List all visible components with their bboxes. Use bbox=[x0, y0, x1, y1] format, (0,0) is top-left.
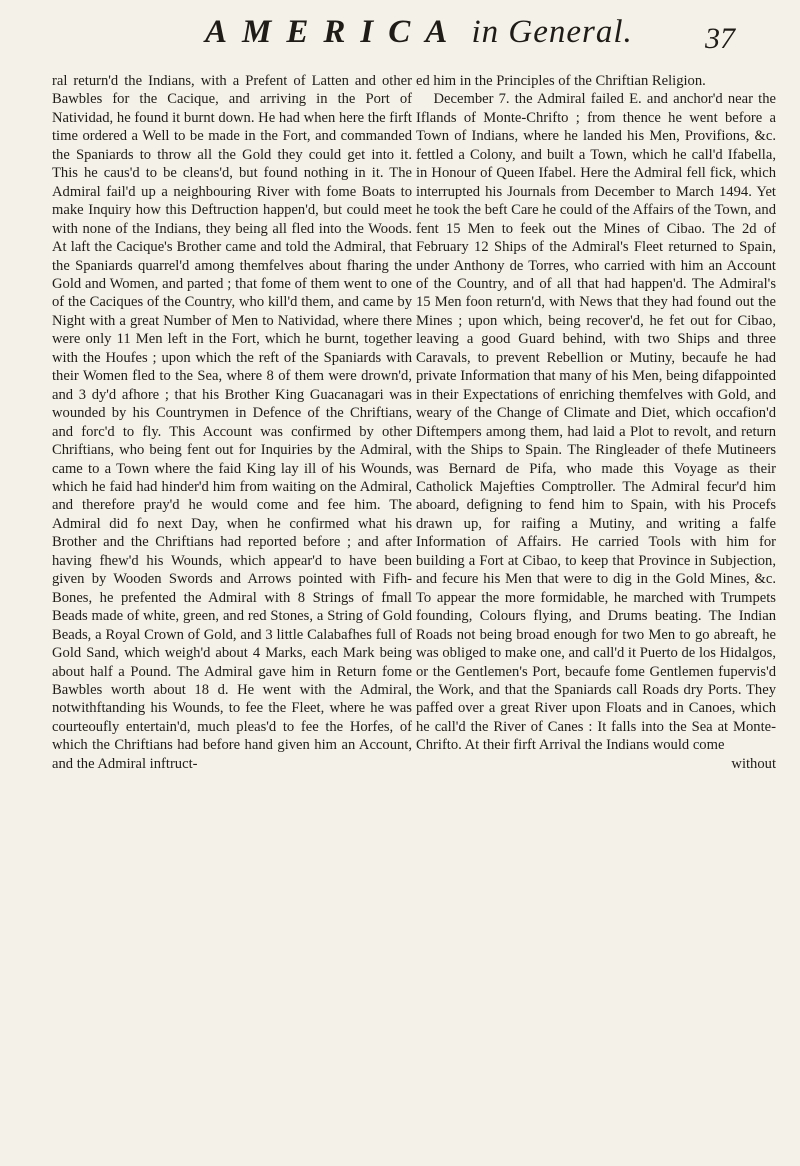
page-header bbox=[0, 12, 800, 68]
running-title bbox=[205, 14, 633, 51]
right-paragraph-2: December 7. the Admiral failed E. and anchor'd near the Iflands of Monte-Chrifto ; from thence he went before a Town of Indians, where he landed his Men, Provifions, &c. fettled a Colony, and built a Town, which he call'd Ifabella, in Honour of Queen Ifabel. Here the Admiral fell fick, which interrupted his Journals from December to March 1494. Yet he took the beft Care he could of the Affairs of the Town, and fent 15 Men to feek out the Mines of Cibao. The 2d of February 12 Ships of the Admiral's Fleet returned to Spain, under Anthony de Torres, who carried with him an Account of the Country, and of all that had happen'd. The Admiral's 15 Men foon return'd, with News that they had found out the Mines ; upon which, being recover'd, he fet out for Cibao, leaving a good Guard behind, with two Ships and three Caravals, to prevent Rebellion or Mutiny, becaufe he had private Information that many of his Men, being difappointed in their Expectations of enriching themfelves with Gold, and weary of the Change of Climate and Diet, which occafion'd Diftempers among them, had laid a Plot to revolt, and return with the Ships to Spain. The Ringleader of thefe Mutineers was Bernard de Pifa, who made this Voyage as their Catholick Majefties Comptroller. The Admiral fecur'd him aboard, defigning to fend him to Spain, with his Procefs drawn up, for raifing a Mutiny, and writing a falfe Information of Affairs. He carried Tools with him for building a Fort at Cibao, to keep that Province in Subjection, and fecure his Men that were to dig in the Gold Mines, &c. To appear the more formidable, he marched with Trumpets founding, Colours flying, and Drums beating. The Indian Roads not being broad enough for two Men to go abreaft, he was obliged to make one, and call'd it Puerto de los Hidalgos, or the Gentlemen's Port, becaufe fome Gentlemen fupervis'd the Work, and that the Spaniards call Roads dry Ports. They paffed over a great River upon Floats and in Canoes, which he call'd the River of Canes : It falls into the Sea at Monte-Chrifto. At their firft Arrival the Indians would come bbox=[416, 91, 776, 754]
left-column bbox=[52, 72, 412, 773]
right-paragraph-1: ed him in the Principles of the Chriftian Religion. bbox=[416, 73, 706, 89]
right-column bbox=[416, 72, 776, 773]
left-paragraph-1: ral return'd the Indians, with a Prefent of Latten and other Bawbles for the Cacique, and arriving in the Port of Natividad, he found it burnt down. He had when here the firft time ordered a Well to be made in the Fort, and commanded the Spaniards to throw all the Gold they could get into it. This he caus'd to be cleans'd, but found nothing in it. The Admiral fail'd up a neighbouring River with fome Boats to make Inquiry how this Deftruction happen'd, but could meet with none of the Indians, they being all fled into the Woods. At laft the Cacique's Brother came and told the Admiral, that the Spaniards quarrel'd among themfelves about fharing the Gold and Women, and parted ; that fome of them went to one of the Caciques of the Country, who kill'd them, and came by Night with a great Number of Men to Natividad, where there were only 11 Men left in the Fort, which he burnt, together with the Houfes ; upon which the reft of the Spaniards with their Women fled to the Sea, where 8 of them were drown'd, and 3 dy'd afhore ; that his Brother King Guacanagari was wounded by his Countrymen in Defence of the Chriftians, and forc'd to fly. This Account was confirmed by other Chriftians, who being fent out for Inquiries by the Admiral, came to a Town where the faid King lay ill of his Wounds, which he faid had hinder'd him from waiting on the Admiral, and therefore pray'd he would come and fee him. The Admiral did fo next Day, when he confirmed what his Brother and the Chriftians had reported before ; and after having fhew'd his Wounds, which appear'd to have been given by Wooden Swords and Arrows pointed with Fifh-Bones, he prefented the Admiral with 8 Strings of fmall Beads made of white, green, and red Stones, a String of Gold Beads, a Royal Crown of Gold, and 3 little Calabafhes full of Gold Sand, which weigh'd about 4 Marks, each Mark being about half a Pound. The Admiral gave him in Return fome Bawbles worth about 18 d. He went with the Admiral, notwithftanding his Wounds, to fee the Fleet, where he was courteoufly entertain'd, much pleas'd to fee the Horfes, of which the Chriftians had before hand given him an Account, and the Admiral inftruct- bbox=[52, 73, 412, 772]
page-number: 37 bbox=[705, 22, 735, 55]
running-title-caps: AMERICA bbox=[205, 14, 463, 50]
catchword: without bbox=[731, 755, 776, 772]
running-title-rest: in General. bbox=[462, 14, 633, 50]
